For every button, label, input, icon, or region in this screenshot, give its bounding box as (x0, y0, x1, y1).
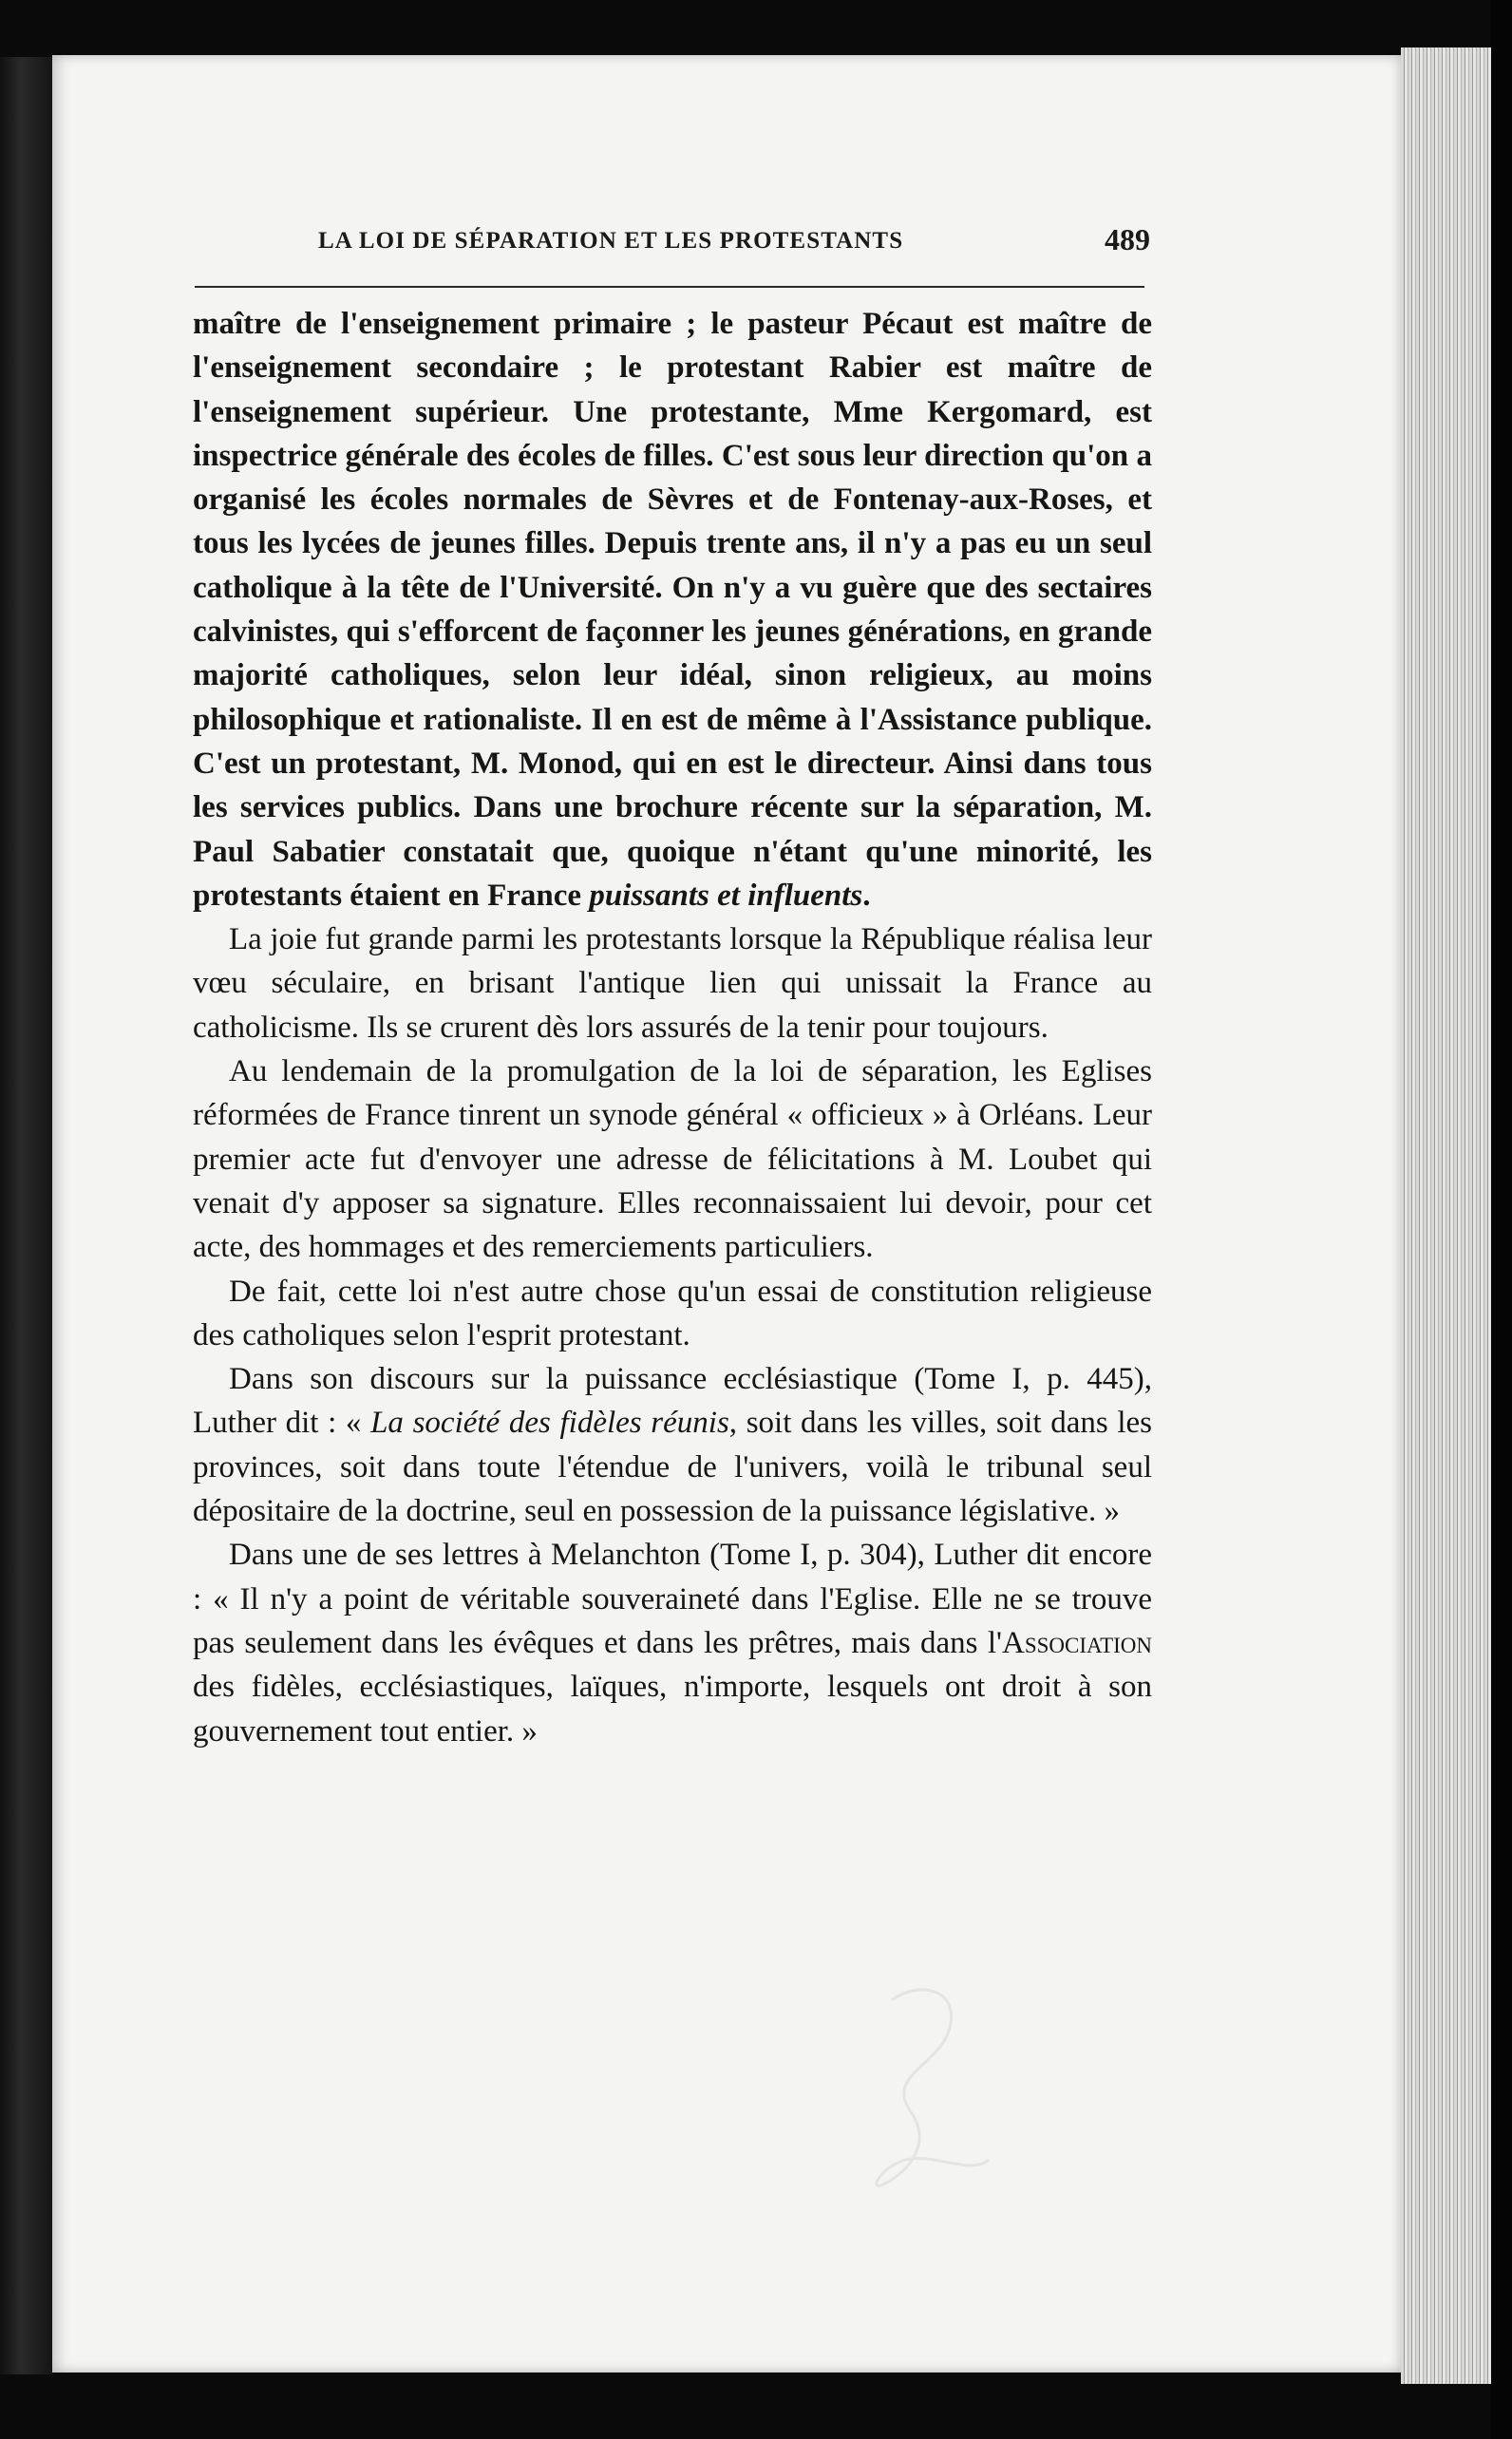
paragraph-1-italic: puissants et influents (589, 878, 863, 913)
page-edges (1401, 47, 1491, 2384)
running-head: LA LOI DE SÉPARATION ET LES PROTESTANTS (318, 228, 904, 254)
paragraph-1-end: . (862, 878, 871, 913)
paragraph-5-text: Dans son discours sur la puissance ecclésiastique (Tome I, p. 445), Luther dit : « (193, 1362, 1152, 1441)
paragraph-5 (193, 1357, 1152, 1533)
paragraph-5-end: , soit dans les villes, soit dans les provinces, soit dans toute l'étendue de l'univers, voilà le tribunal seul dépositaire de la doctrine, seul en possession de la puissance législative. » (193, 1406, 1153, 1529)
scan-border (1491, 0, 1512, 2439)
faint-pencil-mark (855, 1980, 1007, 2199)
paragraph-4: De fait, cette loi n'est autre chose qu'un essai de constitution religieuse des catholiques selon l'esprit protestant. (193, 1274, 1152, 1352)
page-header (318, 222, 1150, 256)
paragraph-6-text: Dans une de ses lettres à Melanchton (Tome I, p. 304), Luther dit encore : « Il n'y a point de véritable souveraineté dans l'Eglise. Elle ne se trouve pas seulement dans les évêques et dans les prêtres, mais dans l' (193, 1538, 1152, 1660)
header-rule (195, 286, 1144, 288)
body-text (193, 302, 1152, 1753)
paragraph-1 (193, 302, 1152, 917)
paragraph-5-italic: La société des fidèles réunis (370, 1406, 729, 1441)
paragraph-1-text: maître de l'enseignement primaire ; le pasteur Pécaut est maître de l'enseignement secondaire ; le protestant Rabier est maître de l'enseignement supérieur. Une protestante, Mme Kergomard, est inspectrice générale des écoles de filles. C'est sous leur direction qu'on a organisé les écoles normales de Sèvres et de Fontenay-aux-Roses, et tous les lycées de jeunes filles. Depuis trente ans, il n'y a pas eu un seul catholique à la tête de l'Université. On n'y a vu guère que des sectaires calvinistes, qui s'efforcent de façonner les jeunes générations, en grande majorité catholiques, selon leur idéal, sinon religieux, au moins philosophique et rationaliste. Il en est de même à l'Assistance publique. C'est un protestant, M. Monod, qui en est le directeur. Ainsi dans tous les services publics. Dans une brochure récente sur la séparation, M. Paul Sabatier constatait que, quoique n'étant qu'une minorité, les protestants étaient en France (193, 307, 1152, 913)
paragraph-2: La joie fut grande parmi les protestants lorsque la République réalisa leur vœu séculaire, en brisant l'antique lien qui unissait la France au catholicisme. Ils se crurent dès lors assurés de la tenir pour toujours. (193, 922, 1152, 1045)
paragraph-6 (193, 1533, 1152, 1752)
book-spine-edge (0, 57, 52, 2374)
paragraph-3: Au lendemain de la promulgation de la loi de séparation, les Eglises réformées de France tinrent un synode général « officieux » à Orléans. Leur premier acte fut d'envoyer une adresse de félicitations à M. Loubet qui venait d'y apposer sa signature. Elles reconnaissaient lui devoir, pour cet acte, des hommages et des remerciements particuliers. (193, 1054, 1152, 1265)
page-number: 489 (1105, 222, 1150, 256)
paragraph-6-smallcaps: Association (1001, 1625, 1152, 1660)
paragraph-6-end: des fidèles, ecclésiastiques, laïques, n'importe, lesquels ont droit à son gouvernement tout entier. » (193, 1670, 1152, 1749)
